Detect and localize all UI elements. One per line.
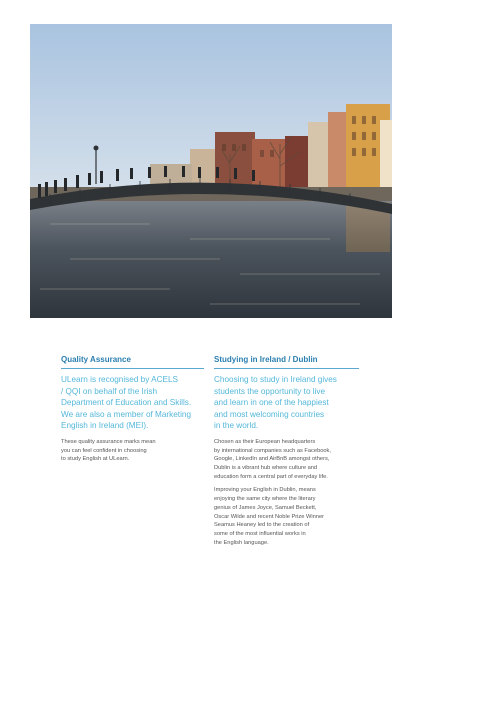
lead-line: and learn in one of the happiest: [214, 398, 329, 408]
body-line: education form a central part of everyday life.: [214, 473, 328, 480]
lead-line: Choosing to study in Ireland gives: [214, 375, 337, 384]
lead-line: English in Ireland (MEI).: [61, 421, 149, 431]
body-line: the English language.: [214, 539, 269, 546]
body-line: enjoying the same city where the literary: [214, 496, 316, 503]
body-line: Improving your English in Dublin, means: [214, 487, 316, 494]
body-line: Seamus Heaney led to the creation of: [214, 522, 310, 529]
body-line: Google, LinkedIn and AirBnB amongst others,: [214, 456, 330, 463]
quality-assurance-heading: Quality Assurance: [61, 355, 204, 369]
body-line: you can feel confident in choosing: [61, 447, 147, 454]
quality-assurance-section: [61, 355, 204, 469]
literary-paragraph: [214, 486, 359, 547]
quality-assurance-lead: [61, 374, 204, 432]
headquarters-paragraph: [214, 438, 359, 482]
lead-line: / QQI on behalf of the Irish: [61, 386, 158, 396]
body-line: by international companies such as Facebook,: [214, 447, 331, 454]
body-line: These quality assurance marks mean: [61, 438, 156, 445]
lead-line: We are also a member of Marketing: [61, 409, 191, 419]
quality-assurance-body: [61, 438, 204, 464]
lead-line: ULearn is recognised by ACELS: [61, 375, 178, 384]
hero-photo: [30, 24, 392, 318]
body-line: Chosen as their European headquarters: [214, 438, 316, 445]
lead-line: Department of Education and Skills.: [61, 398, 192, 408]
body-line: some of the most influential works in: [214, 531, 306, 537]
body-line: genius of James Joyce, Samuel Beckett,: [214, 504, 317, 511]
lead-line: and most welcoming countries: [214, 409, 325, 419]
body-line: to study English at ULearn.: [61, 456, 130, 463]
studying-in-ireland-lead: [214, 374, 359, 432]
body-line: Dublin is a vibrant hub where culture and: [214, 465, 318, 472]
bridge-photo-illustration: [30, 24, 392, 318]
body-line: Oscar Wilde and recent Noble Prize Winner: [214, 513, 325, 520]
lead-line: students the opportunity to live: [214, 386, 326, 396]
lead-line: in the world.: [214, 421, 259, 431]
studying-in-ireland-section: [214, 355, 359, 552]
studying-in-ireland-heading: Studying in Ireland / Dublin: [214, 355, 359, 369]
